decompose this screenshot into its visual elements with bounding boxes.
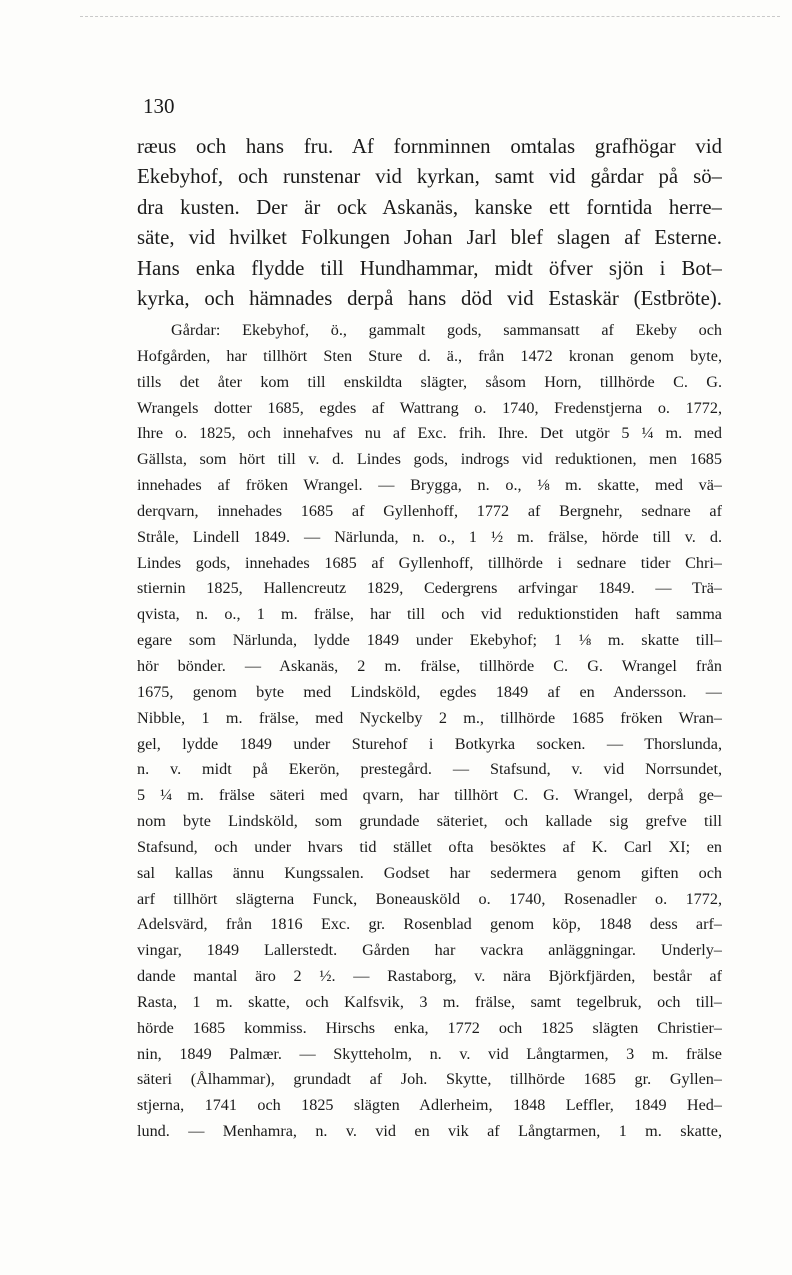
text-line: 1675, genom byte med Lindsköld, egdes 1849 af en Andersson. —	[137, 682, 722, 701]
text-line: Lindes gods, innehades 1685 af Gyllenhoff, tillhörde i sednare tider Chri–	[137, 553, 722, 572]
text-line: Nibble, 1 m. frälse, med Nyckelby 2 m., tillhörde 1685 fröken Wran–	[137, 708, 722, 727]
text-line: lund. — Menhamra, n. v. vid en vik af Långtarmen, 1 m. skatte,	[137, 1122, 722, 1141]
text-line: säteri (Ålhammar), grundadt af Joh. Skytte, tillhörde 1685 gr. Gyllen–	[137, 1070, 722, 1089]
text-line: säte, vid hvilket Folkungen Johan Jarl blef slagen af Esterne.	[137, 226, 722, 250]
text-line: nom byte Lindsköld, som grundade säteriet, och kallade sig grefve till	[137, 812, 722, 831]
text-line: Hans enka flydde till Hundhammar, midt öfver sjön i Bot–	[137, 256, 722, 280]
text-line: sal kallas ännu Kungssalen. Godset har sedermera genom giften och	[137, 863, 722, 882]
text-line: Hofgården, har tillhört Sten Sture d. ä., från 1472 kronan genom byte,	[137, 346, 722, 365]
text-line: stiernin 1825, Hallencreutz 1829, Cedergrens arfvingar 1849. — Trä–	[137, 579, 722, 598]
text-line: stjerna, 1741 och 1825 slägten Adlerheim, 1848 Leffler, 1849 Hed–	[137, 1096, 722, 1115]
text-line: vingar, 1849 Lallerstedt. Gården har vackra anläggningar. Underly–	[137, 941, 722, 960]
text-line: Ihre o. 1825, och innehafves nu af Exc. frih. Ihre. Det utgör 5 ¼ m. med	[137, 424, 722, 443]
text-line: dande mantal äro 2 ½. — Rastaborg, v. nära Björkfjärden, består af	[137, 967, 722, 986]
text-line: Stafsund, och under hvars tid stället ofta besöktes af K. Carl XI; en	[137, 837, 722, 856]
text-line: qvista, n. o., 1 m. frälse, har till och vid reduktionstiden haft samma	[137, 605, 722, 624]
text-line: tills det åter kom till enskildta slägter, såsom Horn, tillhörde C. G.	[137, 372, 722, 391]
text-line: Ekebyhof, och runstenar vid kyrkan, samt vid gårdar på sö–	[137, 165, 722, 189]
text-line: hör bönder. — Askanäs, 2 m. frälse, tillhörde C. G. Wrangel från	[137, 656, 722, 675]
text-line: Stråle, Lindell 1849. — Närlunda, n. o., 1 ½ m. frälse, hörde till v. d.	[137, 527, 722, 546]
text-line: Adelsvärd, från 1816 Exc. gr. Rosenblad genom köp, 1848 dess arf–	[137, 915, 722, 934]
page-number: 130	[143, 94, 175, 118]
text-line: Gällsta, som hört till v. d. Lindes gods, indrogs vid reduktionen, men 1685	[137, 450, 722, 469]
text-line: Wrangels dotter 1685, egdes af Wattrang o. 1740, Fredenstjerna o. 1772,	[137, 398, 722, 417]
text-line: derqvarn, innehades 1685 af Gyllenhoff, 1772 af Bergnehr, sednare af	[137, 501, 722, 520]
text-line: arf tillhört slägterna Funck, Boneausköld o. 1740, Rosenadler o. 1772,	[137, 889, 722, 908]
estates-paragraph	[137, 318, 722, 1145]
text-line: innehades af fröken Wrangel. — Brygga, n. o., ⅛ m. skatte, med vä–	[137, 476, 722, 495]
text-line: 5 ¼ m. frälse säteri med qvarn, har tillhört C. G. Wrangel, derpå ge–	[137, 786, 722, 805]
text-line: ræus och hans fru. Af fornminnen omtalas grafhögar vid	[137, 135, 722, 158]
text-line: dra kusten. Der är ock Askanäs, kanske ett forntida herre–	[137, 195, 722, 219]
scan-edge-line	[80, 16, 780, 18]
text-line: Rasta, 1 m. skatte, och Kalfsvik, 3 m. frälse, samt tegelbruk, och till–	[137, 992, 722, 1011]
text-line: gel, lydde 1849 under Sturehof i Botkyrka socken. — Thorslunda,	[137, 734, 722, 753]
text-line: nin, 1849 Palmær. — Skytteholm, n. v. vid Långtarmen, 3 m. frälse	[137, 1044, 722, 1063]
text-line: Gårdar: Ekebyhof, ö., gammalt gods, sammansatt af Ekeby och	[171, 321, 722, 339]
text-line: n. v. midt på Ekerön, prestegård. — Stafsund, v. vid Norrsundet,	[137, 760, 722, 779]
text-line: kyrka, och hämnades derpå hans död vid Estaskär (Estbröte).	[137, 286, 722, 310]
text-line: egare som Närlunda, lydde 1849 under Ekebyhof; 1 ⅛ m. skatte till–	[137, 631, 722, 650]
main-paragraph	[137, 132, 722, 314]
text-line: hörde 1685 kommiss. Hirschs enka, 1772 och 1825 slägten Christier–	[137, 1018, 722, 1037]
